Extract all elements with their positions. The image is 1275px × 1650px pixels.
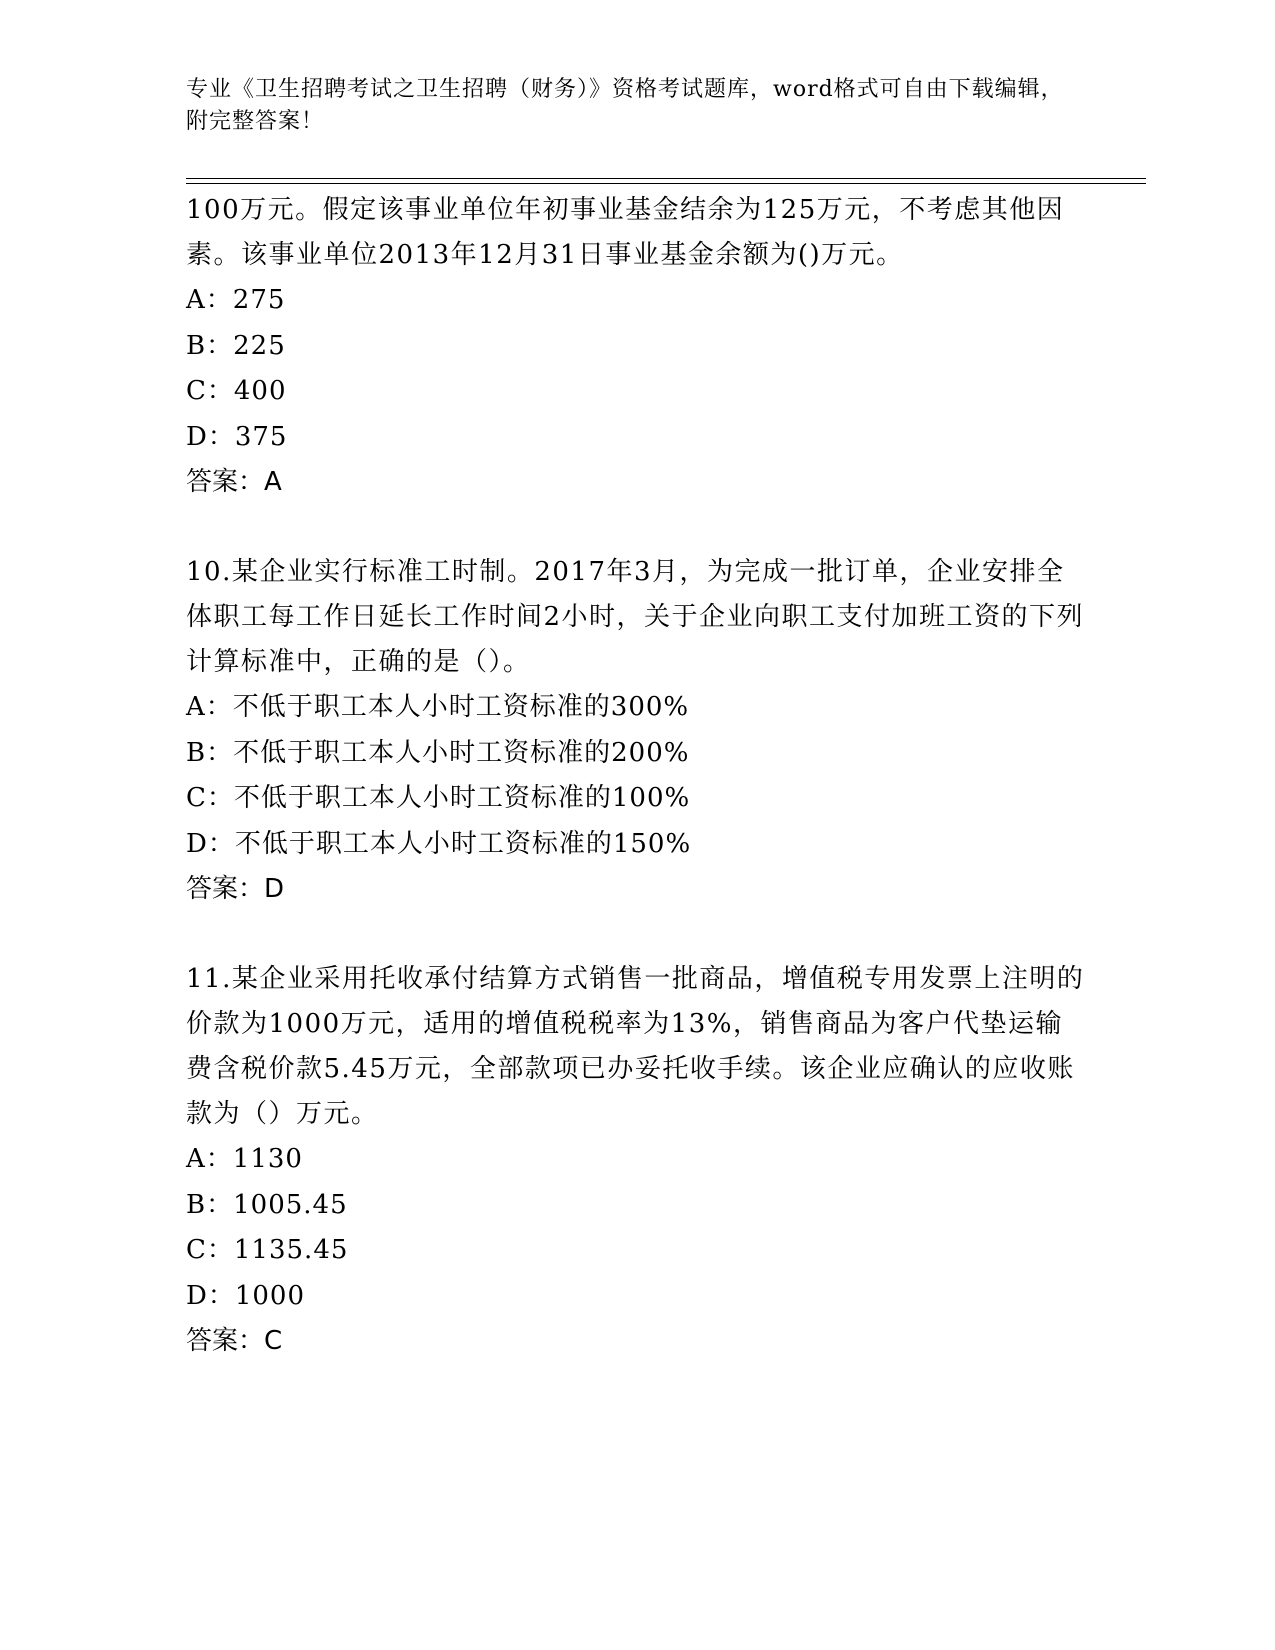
option-b: B：225 [186,330,286,361]
question-stem: 11.某企业采用托收承付结算方式销售一批商品，增值税专用发票上注明的价款为1000万元，适用的增值税税率为13%，销售商品为客户代垫运输费含税价款5.45万元，全部款项已办妥托收手续。该企业应确认的应收账款为（）万元。 [186,964,1085,1129]
option-c: C：1135.45 [186,1235,349,1265]
question-list [186,188,1086,1364]
answer: 答案：A [186,467,282,497]
question-10 [186,550,1086,912]
question-stem: 100万元。假定该事业单位年初事业基金结余为125万元，不考虑其他因素。该事业单位2013年12月31日事业基金余额为()万元。 [186,195,1065,270]
option-a: A：275 [186,285,286,315]
question-11 [186,957,1086,1364]
answer: 答案：C [186,1326,283,1356]
header-rule-top [186,178,1146,179]
option-d: D：不低于职工本人小时工资标准的150% [186,828,692,859]
option-b: B：不低于职工本人小时工资标准的200% [186,737,690,768]
document-header: 专业《卫生招聘考试之卫生招聘（财务）》资格考试题库，word格式可自由下载编辑，附完整答案！ [186,77,1064,134]
option-a: A：1130 [186,1144,303,1174]
header-rule-bottom [186,183,1146,184]
question-9 [186,188,1086,505]
answer: 答案：D [186,874,285,904]
spacer [186,505,1086,550]
option-d: D：375 [186,421,288,452]
option-c: C：400 [186,376,287,406]
option-a: A：不低于职工本人小时工资标准的300% [186,692,690,722]
option-c: C：不低于职工本人小时工资标准的100% [186,783,691,813]
question-stem: 10.某企业实行标准工时制。2017年3月，为完成一批订单，企业安排全体职工每工作日延长工作时间2小时，关于企业向职工支付加班工资的下列计算标准中，正确的是（）。 [186,557,1085,677]
option-b: B：1005.45 [186,1189,348,1220]
option-d: D：1000 [186,1280,306,1311]
spacer [186,912,1086,957]
